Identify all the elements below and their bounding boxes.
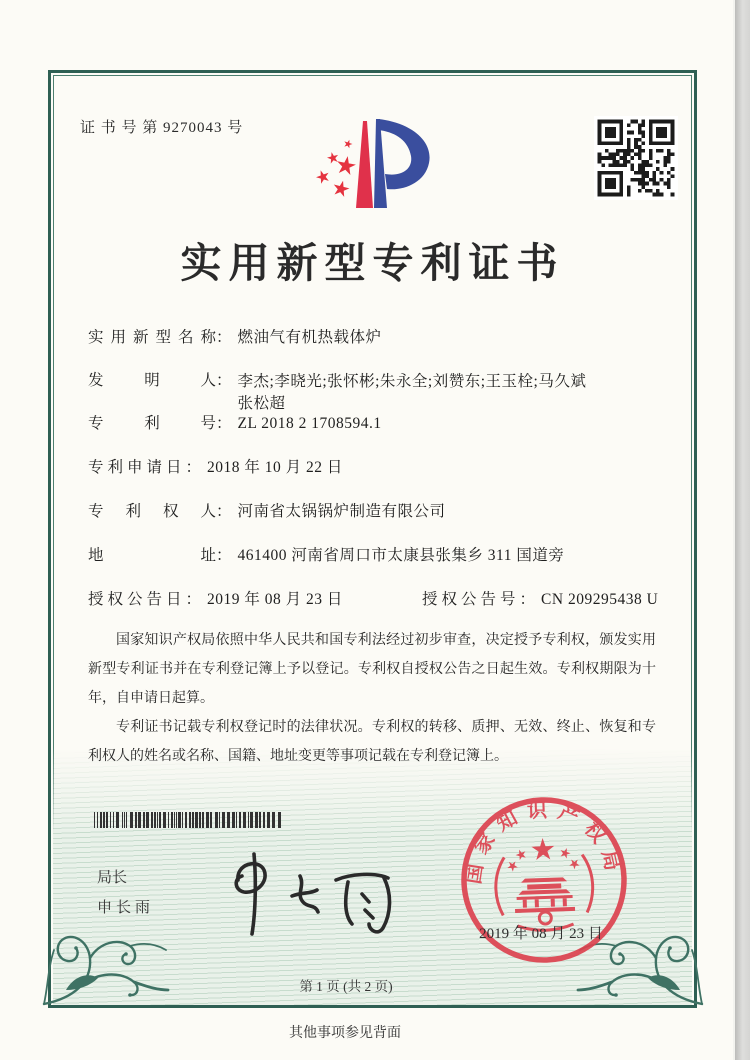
field-patent-number: 专利号： ZL 2018 2 1708594.1 <box>88 415 382 432</box>
field-inventors: 发明人： 李杰;李晓光;张怀彬;朱永全;刘赞东;王玉栓;马久斌 张松超 <box>88 371 586 415</box>
logo-red-wedge <box>356 121 373 208</box>
field-label: 专利申请日 <box>88 459 186 476</box>
field-label: 专利号 <box>88 415 216 432</box>
legal-text <box>88 626 656 771</box>
field-patentee: 专利权人： 河南省太锅锅炉制造有限公司 <box>88 503 446 520</box>
commissioner-name: 申长雨 <box>97 899 155 916</box>
field-utility-model-name: 实用新型名称： 燃油气有机热载体炉 <box>88 329 382 346</box>
field-label: 地址 <box>88 547 216 564</box>
patent-office-logo <box>310 110 480 216</box>
field-value: 2018 年 10 月 22 日 <box>207 459 343 476</box>
certificate-title: 实用新型专利证书 <box>180 240 565 286</box>
legal-paragraph-1: 国家知识产权局依照中华人民共和国专利法经过初步审查，决定授予专利权，颁发实用新型专利证书并在专利登记簿上予以登记。专利权自授权公告之日起生效。专利权期限为十年，自申请日起算。 <box>88 633 656 706</box>
field-value: 李杰;李晓光;张怀彬;朱永全;刘赞东;王玉栓;马久斌 张松超 <box>237 373 587 412</box>
seal-date: 2019 年 08 月 23 日 <box>479 926 603 942</box>
field-value: ZL 2018 2 1708594.1 <box>237 415 382 432</box>
back-side-note: 其他事项参见背面 <box>289 1026 401 1041</box>
field-value: 461400 河南省周口市太康县张集乡 311 国道旁 <box>237 547 565 564</box>
commissioner-title: 局长 <box>97 869 128 886</box>
seal-text: 国家知识产权局 <box>462 799 626 886</box>
national-emblem-icon <box>504 837 584 914</box>
qr-code <box>594 116 678 200</box>
field-value: CN 209295438 U <box>541 591 659 608</box>
field-value: 2019 年 08 月 23 日 <box>207 591 343 608</box>
field-label: 专利权人 <box>88 503 216 520</box>
scan-edge-shadow <box>733 0 750 1060</box>
field-grant-number: 授权公告号： CN 209295438 U <box>422 591 659 608</box>
field-address: 地址： 461400 河南省周口市太康县张集乡 311 国道旁 <box>88 547 565 564</box>
page-number: 第 1 页 (共 2 页) <box>299 979 393 994</box>
official-seal <box>455 789 633 971</box>
field-value: 河南省太锅锅炉制造有限公司 <box>237 503 446 520</box>
handwritten-signature <box>208 850 403 938</box>
field-label: 实用新型名称 <box>88 329 216 346</box>
field-value: 燃油气有机热载体炉 <box>237 329 382 346</box>
logo-blue-p <box>374 119 430 208</box>
field-label: 授权公告日 <box>88 591 186 608</box>
field-filing-date: 专利申请日： 2018 年 10 月 22 日 <box>88 459 343 476</box>
certificate-number: 证 书 号 第 9270043 号 <box>80 120 244 136</box>
barcode <box>94 812 284 828</box>
field-label: 发明人 <box>88 372 216 389</box>
field-grant: 授权公告日： 2019 年 08 月 23 日 授权公告号： CN 209295438 U <box>88 591 659 608</box>
logo-stars <box>314 138 357 197</box>
legal-paragraph-2: 专利证书记载专利权登记时的法律状况。专利权的转移、质押、无效、终止、恢复和专利权人的姓名或名称、国籍、地址变更等事项记载在专利登记簿上。 <box>88 720 656 764</box>
field-label: 授权公告号 <box>422 591 520 608</box>
